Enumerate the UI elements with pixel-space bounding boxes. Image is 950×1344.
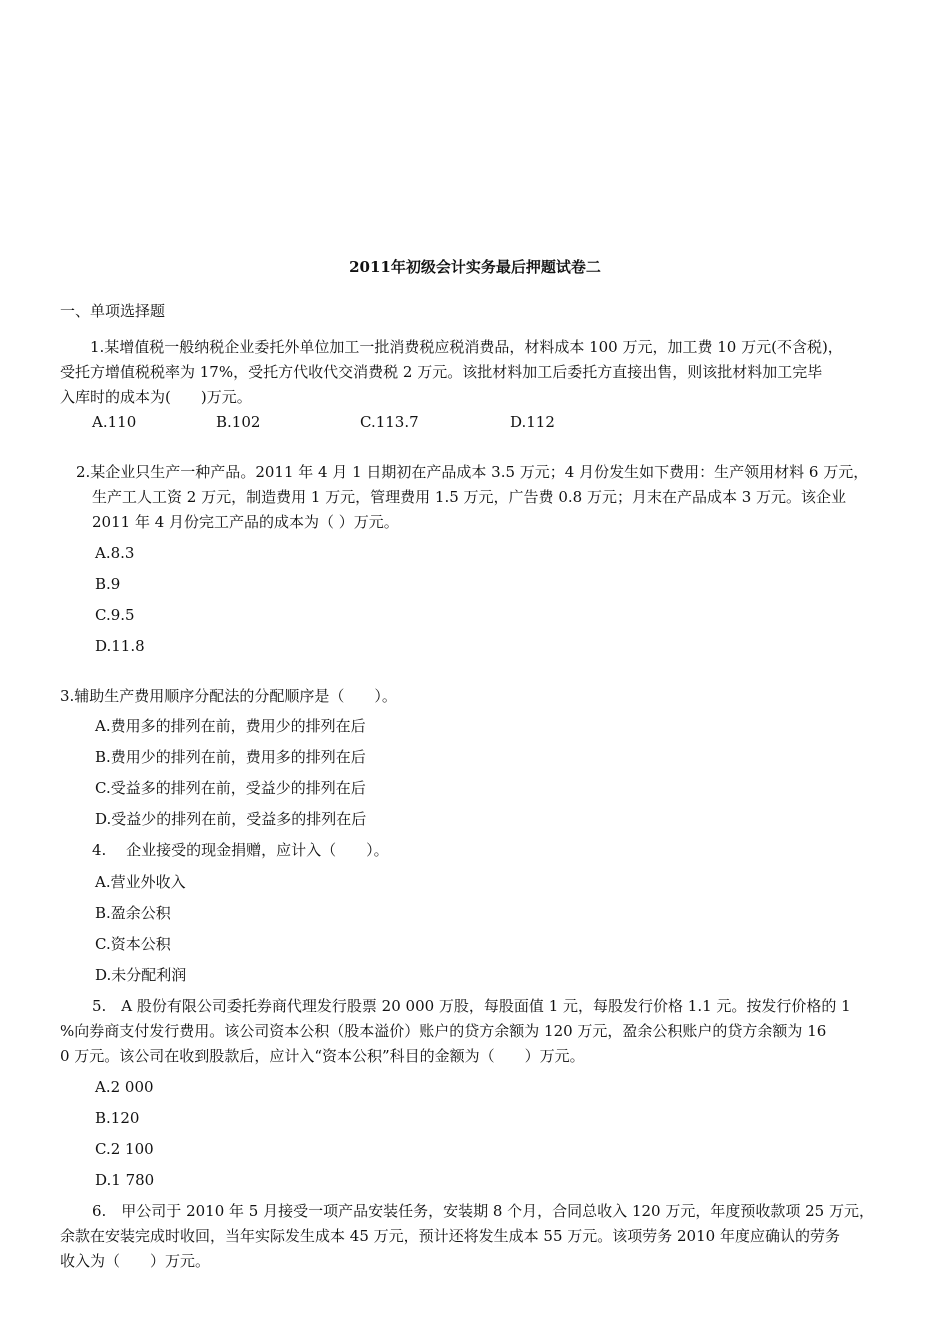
- question-text: 2011 年 4 月份完工产品的成本为（ ）万元。: [92, 513, 399, 531]
- option-b: B.102: [216, 413, 261, 431]
- question-text: 6. 甲公司于 2010 年 5 月接受一项产品安装任务，安装期 8 个月，合同总收入 120 万元，年度预收款项 25 万元，: [92, 1202, 874, 1220]
- option-a: A.营业外收入: [95, 873, 186, 891]
- question-text: 5. A 股份有限公司委托券商代理发行股票 20 000 万股，每股面值 1 元，每股发行价格 1.1 元。按发行价格的 1: [92, 997, 851, 1015]
- option-d: D.1 780: [95, 1171, 155, 1189]
- option-b: B.盈余公积: [95, 904, 171, 922]
- question-text: 3.辅助生产费用顺序分配法的分配顺序是（ ）。: [60, 687, 397, 705]
- option-a: A.8.3: [95, 544, 135, 562]
- question-text: 受托方增值税税率为 17%，受托方代收代交消费税 2 万元。该批材料加工后委托方直接出售，则该批材料加工完毕: [60, 363, 823, 381]
- question-text: 4. 企业接受的现金捐赠，应计入（ ）。: [92, 841, 389, 859]
- question-text: 2.某企业只生产一种产品。2011 年 4 月 1 日期初在产品成本 3.5 万元；4 月份发生如下费用：生产领用材料 6 万元，: [76, 463, 869, 481]
- option-d: D.11.8: [95, 637, 145, 655]
- option-b: B.费用少的排列在前，费用多的排列在后: [95, 748, 366, 766]
- page-title: 2011年初级会计实务最后押题试卷二: [349, 258, 601, 276]
- option-c: C.资本公积: [95, 935, 171, 953]
- question-text: %向券商支付发行费用。该公司资本公积（股本溢价）账户的贷方余额为 120 万元，盈余公积账户的贷方余额为 16: [60, 1022, 827, 1040]
- option-a: A.2 000: [95, 1078, 154, 1096]
- option-d: D.未分配利润: [95, 966, 187, 984]
- section-heading: 一、单项选择题: [60, 302, 166, 320]
- question-text: 余款在安装完成时收回，当年实际发生成本 45 万元，预计还将发生成本 55 万元。该项劳务 2010 年度应确认的劳务: [60, 1227, 840, 1245]
- option-b: B.120: [95, 1109, 140, 1127]
- option-d: D.112: [510, 413, 555, 431]
- option-c: C.9.5: [95, 606, 135, 624]
- option-c: C.113.7: [360, 413, 419, 431]
- option-b: B.9: [95, 575, 121, 593]
- question-text: 0 万元。该公司在收到股款后，应计入“资本公积”科目的金额为（ ）万元。: [60, 1047, 585, 1065]
- question-text: 入库时的成本为( )万元。: [60, 388, 252, 406]
- option-a: A.费用多的排列在前，费用少的排列在后: [95, 717, 366, 735]
- question-text: 收入为（ ）万元。: [60, 1252, 211, 1270]
- option-c: C.2 100: [95, 1140, 154, 1158]
- question-text: 生产工人工资 2 万元，制造费用 1 万元，管理费用 1.5 万元，广告费 0.8 万元；月末在产品成本 3 万元。该企业: [92, 488, 847, 506]
- question-text: 1.某增值税一般纳税企业委托外单位加工一批消费税应税消费品，材料成本 100 万元，加工费 10 万元(不含税)，: [90, 338, 843, 356]
- option-d: D.受益少的排列在前，受益多的排列在后: [95, 810, 367, 828]
- option-a: A.110: [92, 413, 137, 431]
- option-c: C.受益多的排列在前，受益少的排列在后: [95, 779, 366, 797]
